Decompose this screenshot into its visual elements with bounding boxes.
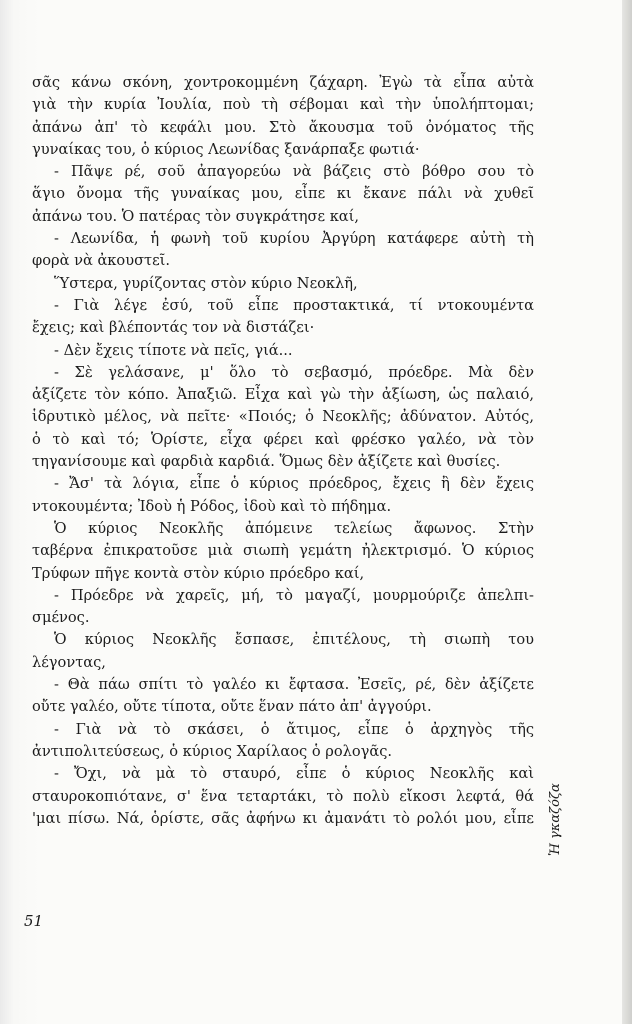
text-line: σμένος. (32, 609, 90, 627)
text-line: σᾶς κάνω σκόνη, χοντροκομμένη ζάχαρη. Ἐγὼ τὰ εἶπα αὐτὰ (32, 74, 534, 91)
running-title: Ἡ γκαζόζα (548, 783, 563, 856)
text-line: Ὕστερα, γυρίζοντας στὸν κύριο Νεοκλῆ, (54, 274, 358, 292)
text-line: 'μαι πίσω. Νά, ὁρίστε, σᾶς ἀφήνω κι ἀμανάτι τὸ ρολόι μου, εἶπε (32, 809, 534, 827)
text-line: λέγοντας, (32, 653, 106, 671)
text-line: Ὁ κύριος Νεοκλῆς ἀπόμεινε τελείως ἄφωνος. Στὴν (54, 519, 534, 537)
text-line: ἀπάνω του. Ὁ πατέρας τὸν συγκράτησε καί, (32, 207, 360, 225)
text-line: - Πρόεδρε νὰ χαρεῖς, μή, τὸ μαγαζί, μουρμούριζε ἀπελπι- (54, 586, 534, 604)
text-line: ἀντιπολιτεύσεως, ὁ κύριος Χαρίλαος ὁ ρολογᾶς. (32, 742, 393, 760)
text-line: φορὰ νὰ ἀκουστεῖ. (32, 252, 171, 270)
text-line: Τρύφων πῆγε κοντὰ στὸν κύριο πρόεδρο καί, (32, 564, 365, 582)
text-line: τηγανίσουμε καὶ φαρδιὰ καρδιά. Ὅμως δὲν ἀξίζετε καὶ θυσίες. (32, 453, 501, 471)
text-line: σταυροκοπιότανε, σ' ἕνα τεταρτάκι, τὸ πολὺ εἴκοσι λεφτά, θά (32, 787, 534, 805)
text-line: ἅγιο ὄνομα τῆς γυναίκας μου, εἶπε κι ἔκανε πάλι νὰ χυθεῖ (32, 185, 534, 203)
body-text (32, 72, 534, 830)
text-line: ταβέρνα ἐπικρατοῦσε μιὰ σιωπὴ γεμάτη ἠλεκτρισμό. Ὁ κύριος (32, 542, 534, 560)
text-line: γιὰ τὴν κυρία Ἰουλία, ποὺ τὴ σέβομαι καὶ τὴν ὑπολήπτομαι; (32, 96, 534, 114)
text-line: - Θὰ πάω σπίτι τὸ γαλέο κι ἔφτασα. Ἐσεῖς, ρέ, δὲν ἀξίζετε (54, 676, 534, 694)
text-line: οὔτε γαλέο, οὔτε τίποτα, οὔτε ἕναν πάτο ἀπ' ἀγγούρι. (32, 698, 432, 716)
text-line: Ὁ κύριος Νεοκλῆς ἔσπασε, ἐπιτέλους, τὴ σιωπὴ του (54, 631, 534, 649)
text-line: - Ἄσ' τὰ λόγια, εἶπε ὁ κύριος πρόεδρος, ἔχεις ἢ δὲν ἔχεις (54, 475, 534, 493)
text-line: ἔχεις; καὶ βλέποντάς τον νὰ διστάζει· (32, 319, 315, 337)
text-line: - Γιὰ λέγε ἐσύ, τοῦ εἶπε προστακτικά, τί ντοκουμέντα (54, 296, 534, 314)
page-number: 51 (24, 912, 44, 930)
text-line: - Σὲ γελάσανε, μ' ὅλο τὸ σεβασμό, πρόεδρε. Μὰ δὲν (54, 363, 534, 381)
text-line: ἀξίζετε τὸν κόπο. Ἀπαξιῶ. Εἶχα καὶ γὼ τὴν ἀξίωση, ὡς παλαιό, (32, 386, 534, 404)
text-line: γυναίκας του, ὁ κύριος Λεωνίδας ξανάρπαξε φωτιά· (32, 140, 420, 158)
text-line: ντοκουμέντα; Ἰδοὺ ἡ Ρόδος, ἰδοὺ καὶ τὸ πήδημα. (32, 497, 392, 515)
text-line: ἱδρυτικὸ μέλος, νὰ πεῖτε· «Ποιός; ὁ Νεοκλῆς; ἀδύνατον. Αὐτός, (32, 408, 534, 426)
text-line: - Πᾶψε ρέ, σοῦ ἀπαγορεύω νὰ βάζεις στὸ βόθρο σου τὸ (54, 163, 534, 181)
text-line: - Ὄχι, νὰ μὰ τὸ σταυρό, εἶπε ὁ κύριος Νεοκλῆς καὶ (54, 765, 534, 783)
text-line: ἀπάνω ἀπ' τὸ κεφάλι μου. Στὸ ἄκουσμα τοῦ ὀνόματος τῆς (32, 118, 534, 136)
text-line: - Γιὰ νὰ τὸ σκάσει, ὁ ἄτιμος, εἶπε ὁ ἀρχηγὸς τῆς (54, 720, 534, 738)
page-edge-shadow (622, 0, 632, 1024)
text-line: - Δὲν ἔχεις τίποτε νὰ πεῖς, γιά... (54, 341, 293, 359)
text-line: ὁ τὸ καὶ τό; Ὁρίστε, εἶχα φέρει καὶ φρέσκο γαλέο, νὰ τὸν (32, 430, 534, 448)
text-line: - Λεωνίδα, ἡ φωνὴ τοῦ κυρίου Ἀργύρη κατάφερε αὐτὴ τὴ (54, 230, 534, 248)
